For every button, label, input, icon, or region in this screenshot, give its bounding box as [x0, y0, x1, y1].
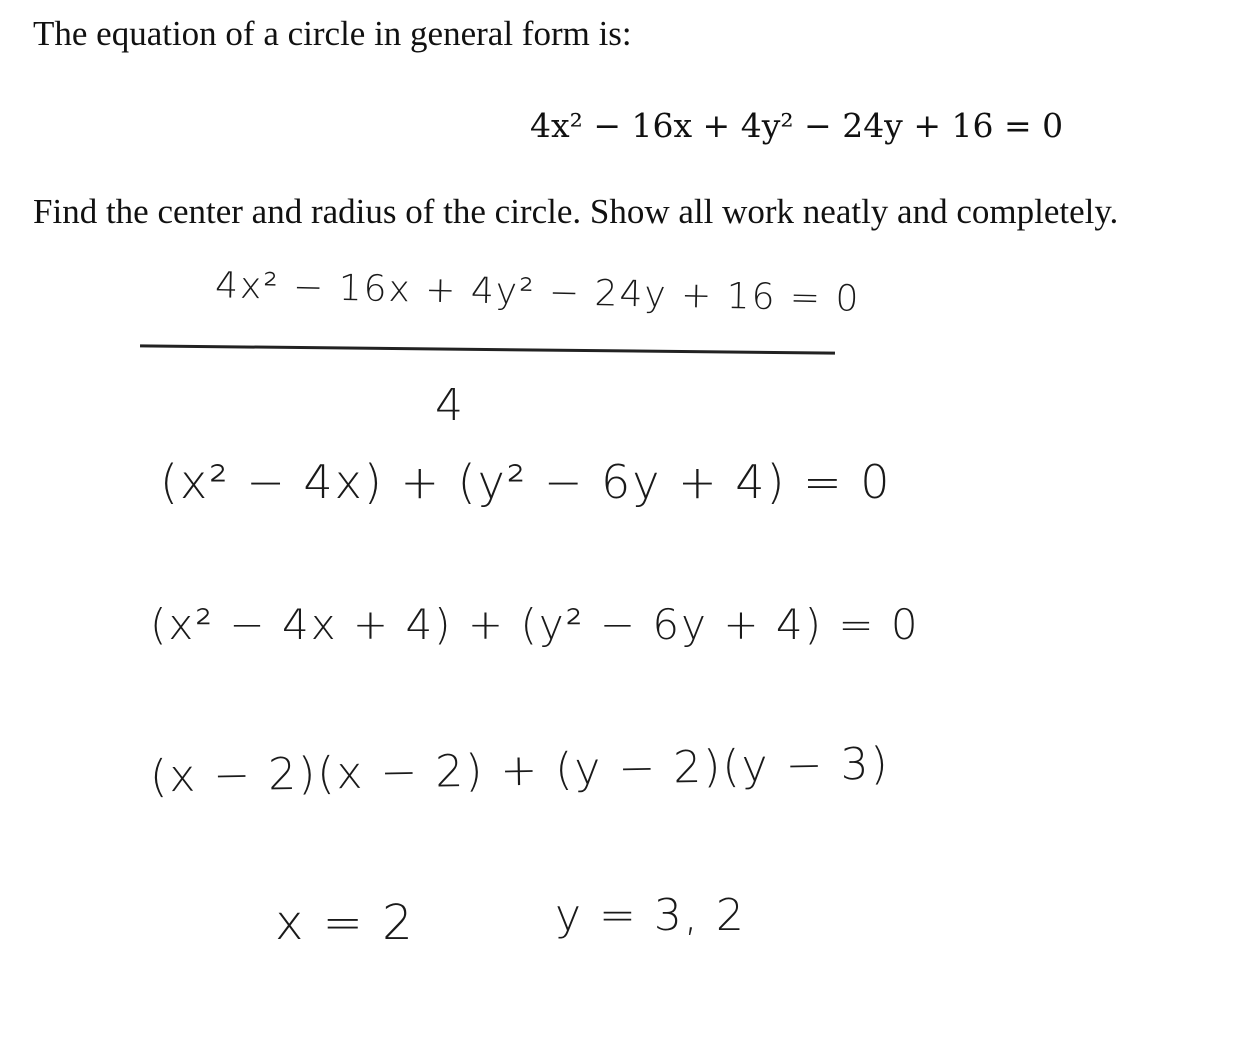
- work-numerator: 4x² − 16x + 4y² − 24y + 16 = 0: [214, 265, 861, 320]
- fraction-bar: [140, 344, 835, 354]
- work-denominator: 4: [435, 380, 465, 431]
- work-line-4: (x − 2)(x − 2) + (y − 2)(y − 3): [149, 738, 891, 803]
- work-x-answer: x = 2: [275, 895, 415, 951]
- question-instruction: Find the center and radius of the circle. Show all work neatly and completely.: [33, 192, 1119, 231]
- work-y-answer: y = 3, 2: [555, 890, 746, 941]
- work-line-2: (x² − 4x) + (y² − 6y + 4) = 0: [160, 455, 892, 509]
- circle-equation: 4x² − 16x + 4y² − 24y + 16 = 0: [530, 106, 1064, 145]
- question-prompt: The equation of a circle in general form is:: [33, 14, 632, 53]
- work-line-3: (x² − 4x + 4) + (y² − 6y + 4) = 0: [150, 600, 920, 649]
